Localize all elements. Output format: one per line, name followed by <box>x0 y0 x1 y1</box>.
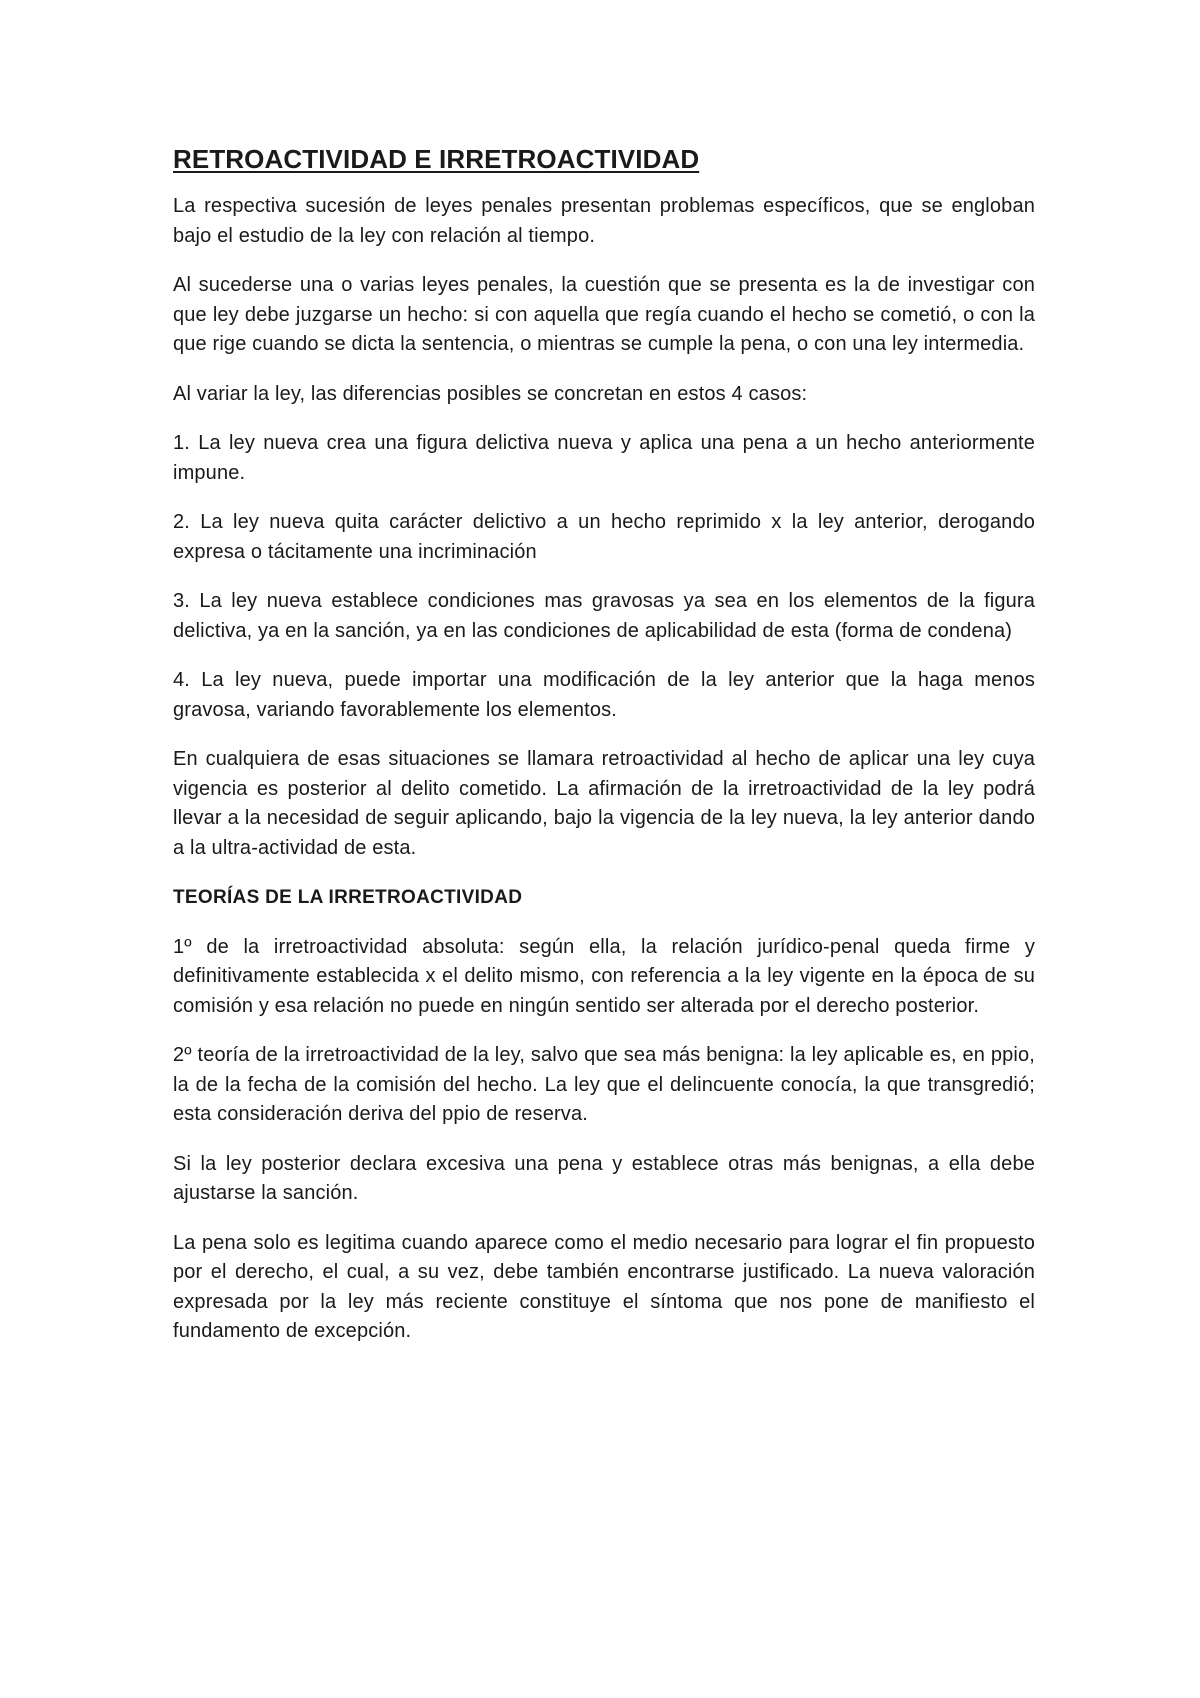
document-title: RETROACTIVIDAD E IRRETROACTIVIDAD <box>173 144 700 174</box>
theory-1-paragraph: 1º de la irretroactividad absoluta: según ella, la relación jurídico-penal queda firme y definitivamente establecida x el delito mismo, con referencia a la ley vigente en la época de su comisión y esa relación no puede en ningún sentido ser alterada por el derecho posterior. <box>173 935 1035 1017</box>
benign-law-paragraph: Si la ley posterior declara excesiva una pena y establece otras más benignas, a ella debe ajustarse la sanción. <box>173 1152 1035 1204</box>
cases-intro-paragraph: Al variar la ley, las diferencias posibles se concretan en estos 4 casos: <box>173 382 808 405</box>
document-body <box>173 143 1035 1367</box>
section-title-theories: TEORÍAS DE LA IRRETROACTIVIDAD <box>173 887 523 908</box>
retroactivity-definition-paragraph: En cualquiera de esas situaciones se llamara retroactividad al hecho de aplicar una ley cuya vigencia es posterior al delito cometido. La afirmación de la irretroactividad de la ley podrá llevar a la necesidad de seguir aplicando, bajo la vigencia de la ley nueva, la ley anterior dando a la ultra-actividad de esta. <box>173 748 1035 859</box>
case-3-paragraph: 3. La ley nueva establece condiciones mas gravosas ya sea en los elementos de la figura delictiva, ya en la sanción, ya en las condiciones de aplicabilidad de esta (forma de condena) <box>173 590 1035 642</box>
intro-paragraph: La respectiva sucesión de leyes penales presentan problemas específicos, que se engloban bajo el estudio de la ley con relación al tiempo. <box>173 195 1035 247</box>
theory-2-paragraph: 2º teoría de la irretroactividad de la ley, salvo que sea más benigna: la ley aplicable es, en ppio, la de la fecha de la comisión del hecho. La ley que el delincuente conocía, la que transgredió; esta consideración deriva del ppio de reserva. <box>173 1044 1035 1125</box>
case-1-paragraph: 1. La ley nueva crea una figura delictiva nueva y aplica una pena a un hecho anteriormente impune. <box>173 432 1035 484</box>
question-paragraph: Al sucederse una o varias leyes penales, la cuestión que se presenta es la de investigar con que ley debe juzgarse un hecho: si con aquella que regía cuando el hecho se cometió, o con la que rige cuando se dicta la sentencia, o mientras se cumple la pena, o con una ley intermedia. <box>173 274 1035 355</box>
legitimate-penalty-paragraph: La pena solo es legitima cuando aparece como el medio necesario para lograr el fin propuesto por el derecho, el cual, a su vez, debe también encontrarse justificado. La nueva valoración expresada por la ley más reciente constituye el síntoma que nos pone de manifiesto el fundamento de excepción. <box>173 1231 1035 1342</box>
case-4-paragraph: 4. La ley nueva, puede importar una modificación de la ley anterior que la haga menos gravosa, variando favorablemente los elementos. <box>173 669 1035 721</box>
case-2-paragraph: 2. La ley nueva quita carácter delictivo a un hecho reprimido x la ley anterior, derogando expresa o tácitamente una incriminación <box>173 511 1035 563</box>
